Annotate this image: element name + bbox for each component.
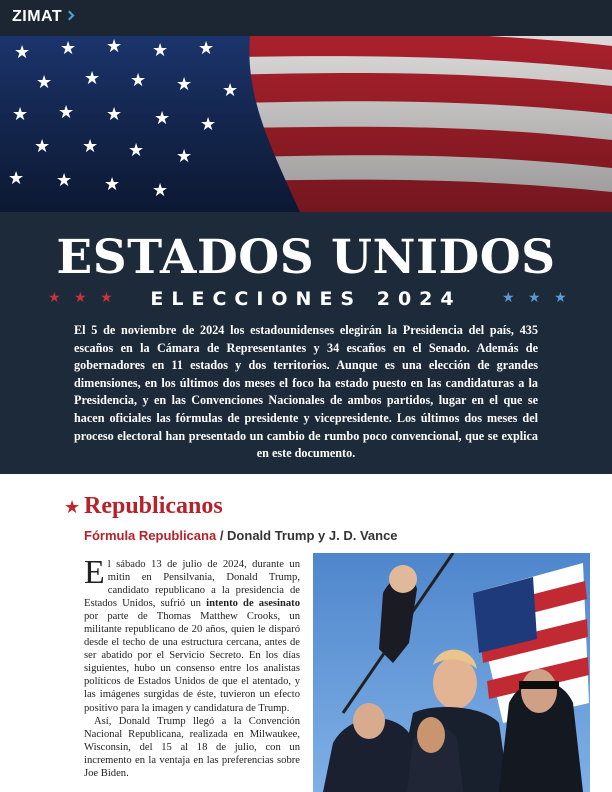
paragraph-1 — [84, 554, 300, 715]
svg-text:★: ★ — [128, 140, 145, 161]
page-subtitle: ELECCIONES 2024 — [150, 288, 462, 310]
formula-label: Fórmula Republicana — [84, 528, 217, 543]
svg-text:★: ★ — [176, 74, 193, 95]
svg-text:★: ★ — [106, 104, 123, 125]
paragraph-1-text-b: por parte de Thomas Matthew Crooks, un militante republicano de 20 años, quien le disparó desde el techo de una estructura cercana, antes de ser abatido por el Servicio Secreto. En los días siguientes, hubo un consenso entre los analistas políticos de Estados Unidos de que el atentado, y las imágenes surgidas de éste, tuvieron un efecto positivo para la imagen y candidatura de Trump. — [84, 611, 300, 714]
trump-rally-photo — [313, 553, 590, 792]
svg-text:★: ★ — [106, 36, 123, 57]
hero-flag-image — [0, 36, 612, 212]
svg-text:★: ★ — [198, 38, 215, 59]
svg-text:★: ★ — [56, 170, 73, 191]
photo-illustration — [313, 553, 590, 792]
svg-text:★: ★ — [60, 38, 77, 59]
svg-text:★: ★ — [12, 104, 29, 125]
formula-line — [84, 528, 398, 543]
svg-text:★: ★ — [200, 114, 217, 135]
drop-cap: E — [84, 554, 105, 591]
chevron-right-icon — [65, 11, 75, 21]
section-title: Republicanos — [84, 493, 223, 519]
logo-text: ZIMAT — [12, 8, 63, 25]
star-icon: ★ — [64, 497, 81, 517]
subtitle-row — [0, 288, 612, 310]
red-stars-icon: ★ ★ ★ — [48, 291, 118, 306]
svg-text:★: ★ — [36, 72, 53, 93]
zimat-logo[interactable] — [12, 8, 73, 26]
svg-text:★: ★ — [8, 168, 25, 189]
article-body — [84, 554, 300, 780]
paragraph-1-bold: intento de asesinato — [206, 598, 300, 610]
paragraph-2: Así, Donald Trump llegó a la Convención Nacional Republicana, realizada en Milwaukee, Wisconsin, del 15 al 18 de julio, con un incremento en la ventaja en las preferencias sobre Joe Biden. — [84, 715, 300, 779]
svg-text:★: ★ — [34, 136, 51, 157]
formula-separator: / — [216, 528, 228, 543]
svg-text:★: ★ — [176, 146, 193, 167]
paragraph-1-text-a: l sábado 13 de julio de 2024, durante un mitin en Pensilvania, Donald Trump, candidato republicano a la presidencia de Estados Unidos, sufrió un — [84, 559, 300, 610]
blue-stars-icon: ★ ★ ★ — [502, 291, 572, 306]
svg-text:★: ★ — [222, 80, 239, 101]
svg-text:★: ★ — [84, 68, 101, 89]
svg-text:★: ★ — [154, 108, 171, 129]
page-title: ESTADOS UNIDOS — [56, 230, 556, 285]
svg-text:★: ★ — [82, 136, 99, 157]
svg-text:★: ★ — [152, 40, 169, 61]
intro-paragraph: El 5 de noviembre de 2024 los estadounidenses elegirán la Presidencia del país, 435 escaños en la Cámara de Representantes y 34 escaños en el Senado. Además de gobernadores en 11 estados y dos territorios. Aunque es una elección de grandes dimensiones, en los últimos dos meses el foco ha estado puesto en las candidaturas a la Presidencia, y en las Convenciones Nacionales de ambos partidos, lugar en el que se hacen oficiales las fórmulas de presidente y vicepresidente. Los últimos dos meses del proceso electoral han presentado un cambio de rumbo poco convencional, que se explica en este documento. — [74, 323, 538, 461]
svg-text:★: ★ — [152, 180, 169, 201]
svg-text:★: ★ — [130, 70, 147, 91]
svg-text:★: ★ — [58, 102, 75, 123]
formula-names: Donald Trump y J. D. Vance — [227, 528, 398, 543]
top-bar — [0, 0, 612, 36]
svg-text:★: ★ — [104, 174, 121, 195]
svg-text:★: ★ — [14, 42, 31, 63]
flag-illustration — [0, 36, 612, 212]
